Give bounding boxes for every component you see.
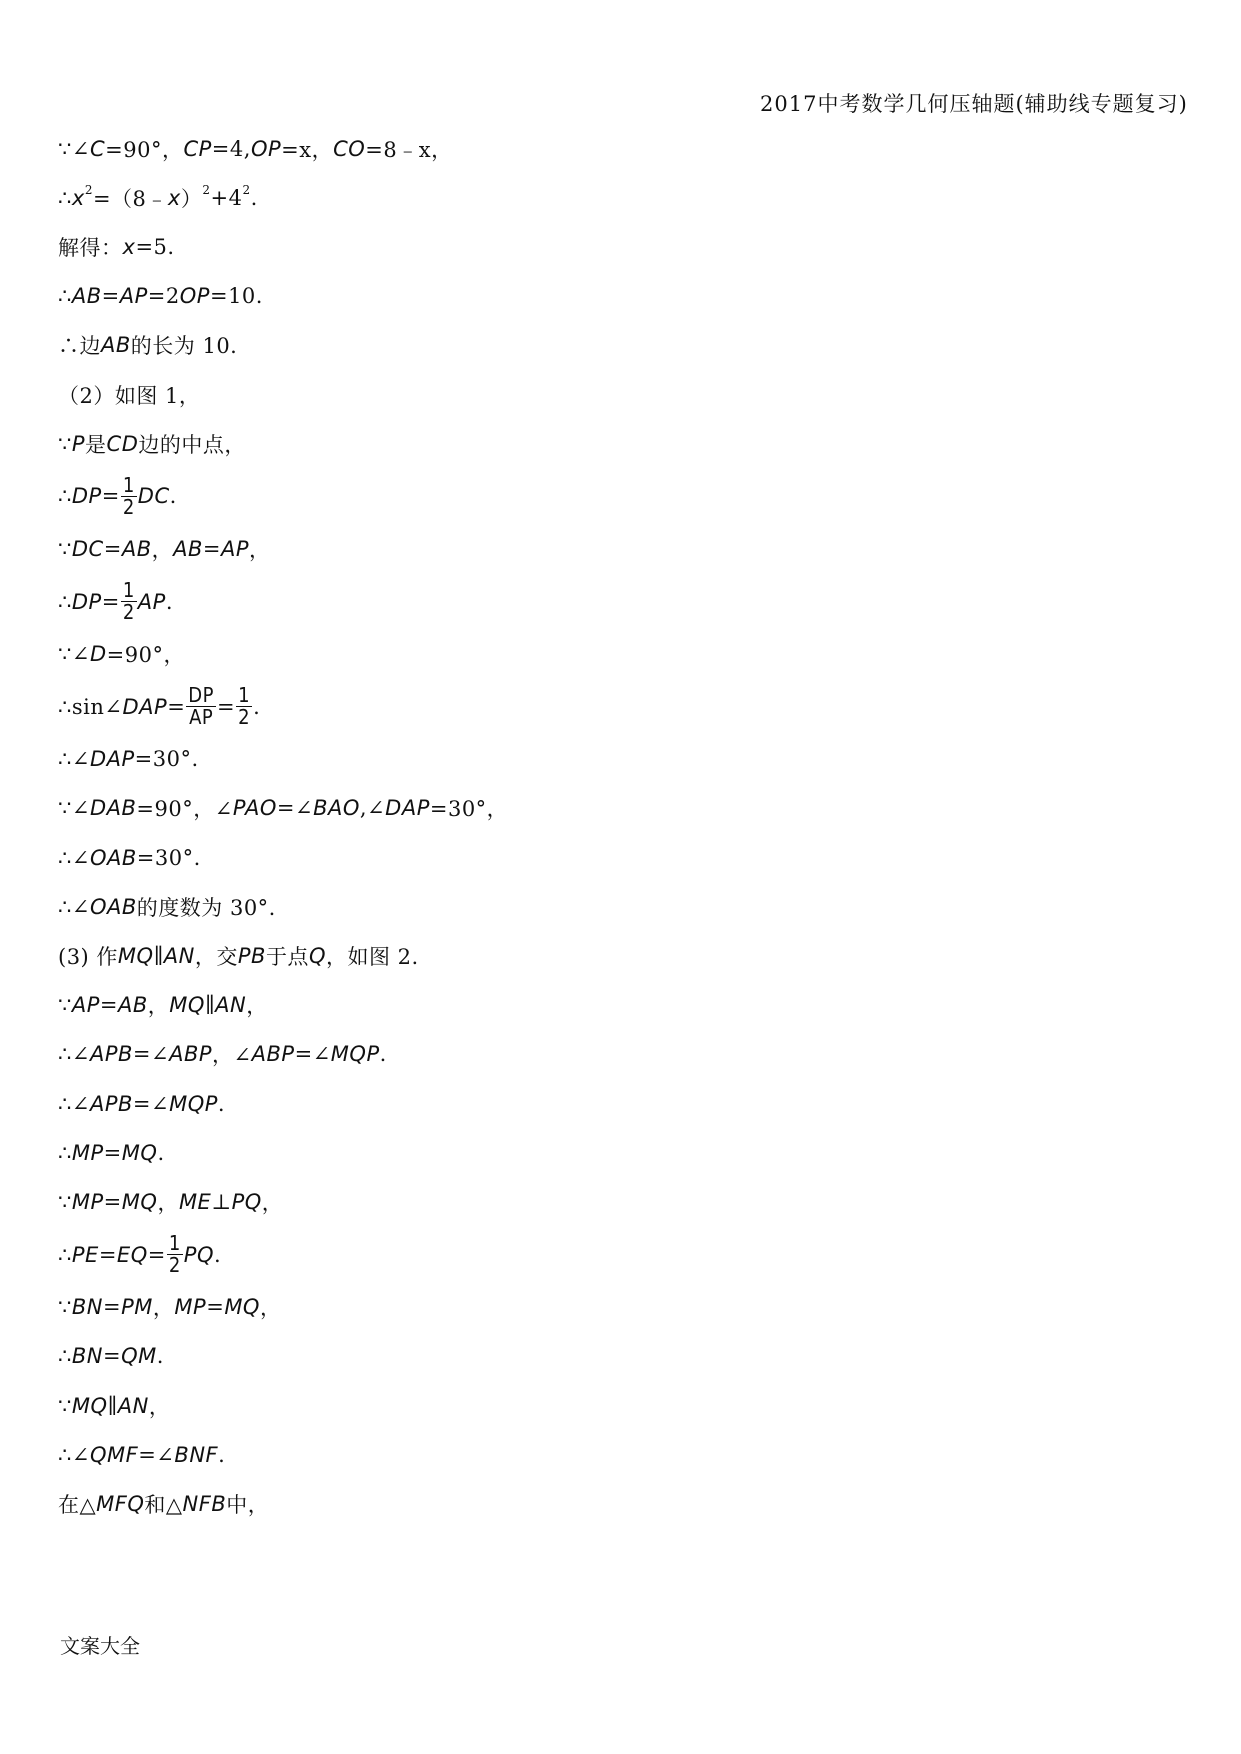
math-symbol: BAO bbox=[313, 796, 360, 821]
text-segment: =x， bbox=[281, 137, 334, 162]
solution-line bbox=[58, 1381, 1178, 1430]
math-symbol: Q bbox=[308, 944, 326, 969]
math-symbol: D bbox=[89, 642, 107, 667]
text-segment: =90°， bbox=[106, 643, 185, 668]
text-segment: . bbox=[169, 484, 177, 509]
fraction-denominator: 2 bbox=[122, 494, 135, 519]
math-symbol: CO bbox=[333, 136, 366, 161]
text-segment: =5. bbox=[135, 234, 175, 259]
text-segment: ∴sin∠ bbox=[58, 694, 123, 719]
fraction-denominator: 2 bbox=[122, 600, 135, 624]
text-segment: ∴∠ bbox=[58, 1042, 90, 1067]
text-segment: ∵∠ bbox=[58, 642, 90, 667]
text-segment: =30°， bbox=[429, 797, 509, 822]
text-segment: . bbox=[218, 1442, 226, 1467]
text-segment: = bbox=[103, 1140, 122, 1165]
text-segment: ∴∠ bbox=[58, 894, 90, 919]
solution-line bbox=[58, 1030, 1178, 1079]
math-symbol: DAP bbox=[89, 747, 135, 772]
math-symbol: DAP bbox=[385, 796, 430, 821]
math-symbol: CP bbox=[183, 136, 212, 161]
text-segment: =4, bbox=[211, 136, 251, 161]
text-segment: =2 bbox=[147, 284, 180, 309]
math-symbol: AN bbox=[215, 993, 247, 1018]
math-symbol: PB bbox=[237, 944, 266, 969]
math-symbol: MFQ bbox=[96, 1491, 145, 1516]
math-symbol: MQ bbox=[117, 944, 154, 969]
solution-line bbox=[58, 468, 1178, 524]
text-segment: ， bbox=[261, 1190, 284, 1215]
math-symbol: AB bbox=[173, 536, 203, 561]
solution-line bbox=[58, 1177, 1178, 1226]
fraction bbox=[186, 685, 216, 728]
math-symbol: OP bbox=[250, 136, 282, 161]
text-segment: 边的中点， bbox=[138, 432, 246, 457]
fraction bbox=[121, 472, 137, 519]
solution-line bbox=[58, 630, 1178, 679]
math-symbol: DP bbox=[71, 589, 102, 614]
text-segment: ∴ bbox=[58, 284, 72, 309]
math-symbol: AP bbox=[137, 589, 166, 614]
math-symbol: DAB bbox=[89, 796, 137, 821]
text-segment: ∴∠ bbox=[58, 1091, 90, 1116]
math-symbol: CD bbox=[106, 431, 139, 456]
text-segment: ,∠ bbox=[359, 796, 386, 821]
text-segment: =8﹣x， bbox=[365, 137, 453, 162]
math-symbol: MQ bbox=[224, 1295, 260, 1320]
text-segment: ， bbox=[148, 1394, 171, 1419]
text-segment: = bbox=[103, 536, 122, 561]
math-symbol: MQP bbox=[169, 1091, 218, 1116]
math-symbol: DP bbox=[71, 484, 102, 509]
fraction bbox=[121, 580, 137, 623]
text-segment: 中， bbox=[226, 1492, 270, 1517]
fraction-denominator: 2 bbox=[168, 1253, 181, 1278]
text-segment: ∵ bbox=[58, 1393, 72, 1418]
math-symbol: APB bbox=[89, 1042, 133, 1067]
math-symbol: MQ bbox=[71, 1393, 108, 1418]
text-segment: 和△ bbox=[144, 1492, 183, 1517]
text-segment: 是 bbox=[85, 432, 107, 457]
text-segment: ∴∠ bbox=[58, 747, 90, 772]
text-segment: ∵ bbox=[58, 1295, 72, 1320]
text-segment: . bbox=[165, 589, 173, 614]
math-symbol: x bbox=[122, 234, 136, 259]
text-segment: ∴∠ bbox=[58, 1442, 90, 1467]
text-segment: = bbox=[103, 1295, 122, 1320]
fraction-numerator: 1 bbox=[238, 683, 251, 708]
math-symbol: AB bbox=[71, 284, 102, 309]
text-segment: =10. bbox=[209, 284, 263, 309]
text-segment: = bbox=[98, 1242, 117, 1267]
math-symbol: MP bbox=[174, 1295, 207, 1320]
solution-line bbox=[58, 272, 1178, 321]
text-segment: ∵ bbox=[58, 993, 72, 1018]
text-segment: =90°， bbox=[105, 137, 184, 162]
text-segment: . bbox=[214, 1242, 222, 1267]
text-segment: = bbox=[103, 1344, 122, 1369]
fraction-numerator: 1 bbox=[168, 1231, 181, 1256]
math-symbol: DC bbox=[71, 536, 104, 561]
math-symbol: QMF bbox=[89, 1442, 139, 1467]
solution-line bbox=[58, 1332, 1178, 1381]
text-segment: 的长为 10. bbox=[130, 334, 238, 359]
math-symbol: MQ bbox=[121, 1189, 158, 1214]
solution-line bbox=[58, 370, 1178, 419]
text-segment: = bbox=[101, 484, 120, 509]
text-segment: ，∠ bbox=[212, 1043, 252, 1068]
math-symbol: PQ bbox=[183, 1242, 214, 1267]
math-symbol: MP bbox=[71, 1189, 104, 1214]
fraction-denominator: 2 bbox=[238, 705, 251, 730]
solution-line bbox=[58, 1283, 1178, 1332]
fraction-numerator: 1 bbox=[122, 578, 135, 602]
superscript: 2 bbox=[202, 182, 211, 197]
text-segment: (3) 作 bbox=[58, 945, 118, 970]
text-segment: 解得： bbox=[58, 235, 123, 260]
math-symbol: AN bbox=[117, 1393, 149, 1418]
solution-line bbox=[58, 1430, 1178, 1479]
math-symbol: OP bbox=[179, 284, 210, 309]
solution-line bbox=[58, 574, 1178, 630]
math-symbol: DAP bbox=[122, 694, 168, 719]
math-symbol: BN bbox=[71, 1295, 103, 1320]
text-segment: +4 bbox=[210, 185, 243, 210]
text-segment: =30°. bbox=[134, 747, 199, 772]
fraction-numerator: DP bbox=[188, 683, 215, 708]
text-segment: ∵∠ bbox=[58, 136, 90, 161]
solution-line bbox=[58, 1227, 1178, 1283]
fraction-denominator: AP bbox=[189, 705, 214, 730]
text-segment: ∥ bbox=[153, 944, 164, 969]
math-symbol: PE bbox=[71, 1242, 99, 1267]
text-segment: =30°. bbox=[136, 845, 201, 870]
solution-line bbox=[58, 1479, 1178, 1528]
superscript: 2 bbox=[242, 182, 251, 197]
math-symbol: PAO bbox=[232, 796, 277, 821]
math-symbol: AB bbox=[121, 536, 152, 561]
text-segment: ， bbox=[152, 1296, 175, 1321]
math-symbol: x bbox=[71, 185, 85, 210]
text-segment: ， bbox=[249, 537, 271, 562]
math-symbol: QM bbox=[121, 1344, 157, 1369]
text-segment: = bbox=[147, 1242, 166, 1267]
solution-line bbox=[58, 784, 1178, 833]
text-segment: ， bbox=[147, 994, 170, 1019]
solution-line bbox=[58, 419, 1178, 468]
math-symbol: ABP bbox=[169, 1042, 213, 1067]
text-segment: ∵ bbox=[58, 1189, 72, 1214]
text-segment: . bbox=[253, 694, 261, 719]
fraction bbox=[167, 1233, 183, 1276]
text-segment: ∴ bbox=[58, 185, 72, 210]
text-segment: ， bbox=[151, 537, 174, 562]
math-symbol: AP bbox=[71, 993, 100, 1018]
text-segment: ， bbox=[246, 994, 268, 1019]
solution-line bbox=[58, 833, 1178, 882]
text-segment: =∠ bbox=[132, 1042, 170, 1067]
text-segment: =∠ bbox=[132, 1091, 170, 1116]
text-segment: 于点 bbox=[265, 945, 309, 970]
solution-line bbox=[58, 1128, 1178, 1177]
math-symbol: DC bbox=[137, 484, 170, 509]
text-segment: = bbox=[103, 1189, 122, 1214]
text-segment: ∥ bbox=[204, 993, 216, 1018]
text-segment: ∵∠ bbox=[58, 796, 90, 821]
fraction-numerator: 1 bbox=[122, 472, 135, 497]
text-segment: ） bbox=[180, 186, 203, 211]
math-symbol: PQ bbox=[231, 1189, 262, 1214]
text-segment: = bbox=[101, 589, 120, 614]
math-symbol: AP bbox=[119, 284, 148, 309]
text-segment: ∴ bbox=[58, 484, 72, 509]
text-segment: . bbox=[250, 185, 258, 210]
math-symbol: NFB bbox=[182, 1491, 227, 1516]
math-symbol: MQ bbox=[121, 1140, 158, 1165]
text-segment: =∠ bbox=[294, 1042, 331, 1067]
text-segment: ⊥ bbox=[211, 1189, 232, 1214]
text-segment: ， bbox=[157, 1190, 179, 1215]
text-segment: = bbox=[99, 993, 119, 1018]
solution-line bbox=[58, 735, 1178, 784]
text-segment: ∥ bbox=[107, 1393, 118, 1418]
math-symbol: AB bbox=[118, 993, 148, 1018]
math-symbol: ME bbox=[178, 1189, 212, 1214]
page-footer: 文案大全 bbox=[60, 1634, 140, 1658]
text-segment: ∴ bbox=[58, 1344, 72, 1369]
math-symbol: APB bbox=[89, 1091, 133, 1116]
text-segment: = bbox=[101, 284, 120, 309]
solution-line bbox=[58, 679, 1178, 735]
text-segment: ，如图 2. bbox=[325, 945, 419, 970]
text-segment: = bbox=[206, 1295, 225, 1320]
solution-line bbox=[58, 981, 1178, 1030]
text-segment: ∴ bbox=[58, 1242, 72, 1267]
page-header: 2017中考数学几何压轴题(辅助线专题复习) bbox=[760, 92, 1188, 116]
math-symbol: AB bbox=[101, 333, 131, 358]
text-segment: 在△ bbox=[58, 1492, 97, 1517]
math-symbol: AP bbox=[221, 536, 250, 561]
math-symbol: C bbox=[89, 136, 106, 161]
solution-body bbox=[58, 124, 1178, 1529]
math-symbol: OAB bbox=[89, 894, 137, 919]
math-symbol: EQ bbox=[116, 1242, 148, 1267]
math-symbol: MQ bbox=[169, 993, 205, 1018]
text-segment: . bbox=[157, 1140, 165, 1165]
text-segment: . bbox=[379, 1042, 387, 1067]
text-segment: . bbox=[156, 1344, 164, 1369]
text-segment: ∴边 bbox=[58, 334, 101, 359]
math-symbol: ABP bbox=[251, 1042, 295, 1067]
math-symbol: x bbox=[167, 185, 181, 210]
text-segment: ∴∠ bbox=[58, 845, 90, 870]
text-segment: ，交 bbox=[194, 945, 238, 970]
text-segment: = bbox=[167, 694, 186, 719]
text-segment: ∵ bbox=[58, 536, 72, 561]
math-symbol: P bbox=[71, 431, 86, 456]
text-segment: ∵ bbox=[58, 431, 72, 456]
solution-line bbox=[58, 124, 1178, 173]
text-segment: （2）如图 1， bbox=[58, 383, 201, 408]
solution-line bbox=[58, 1079, 1178, 1128]
text-segment: = bbox=[202, 536, 221, 561]
text-segment: ∴ bbox=[58, 589, 72, 614]
math-symbol: MQP bbox=[330, 1042, 380, 1067]
math-symbol: BNF bbox=[174, 1442, 219, 1467]
text-segment: . bbox=[217, 1091, 226, 1116]
text-segment: ∴ bbox=[58, 1140, 72, 1165]
math-symbol: PM bbox=[121, 1295, 153, 1320]
text-segment: =∠ bbox=[276, 796, 314, 821]
math-symbol: OAB bbox=[89, 845, 137, 870]
superscript: 2 bbox=[84, 182, 93, 197]
math-symbol: BN bbox=[71, 1344, 103, 1369]
text-segment: = bbox=[217, 694, 236, 719]
solution-line bbox=[58, 882, 1178, 931]
text-segment: =（8﹣ bbox=[92, 186, 168, 211]
text-segment: ， bbox=[259, 1296, 282, 1321]
text-segment: =∠ bbox=[138, 1442, 175, 1467]
text-segment: 的度数为 30°. bbox=[136, 895, 276, 920]
solution-line bbox=[58, 173, 1178, 222]
solution-line bbox=[58, 524, 1178, 573]
fraction bbox=[236, 685, 252, 728]
math-symbol: MP bbox=[71, 1140, 104, 1165]
solution-line bbox=[58, 321, 1178, 370]
text-segment: =90°，∠ bbox=[136, 797, 233, 822]
solution-line bbox=[58, 222, 1178, 271]
solution-line bbox=[58, 931, 1178, 980]
math-symbol: AN bbox=[163, 944, 195, 969]
